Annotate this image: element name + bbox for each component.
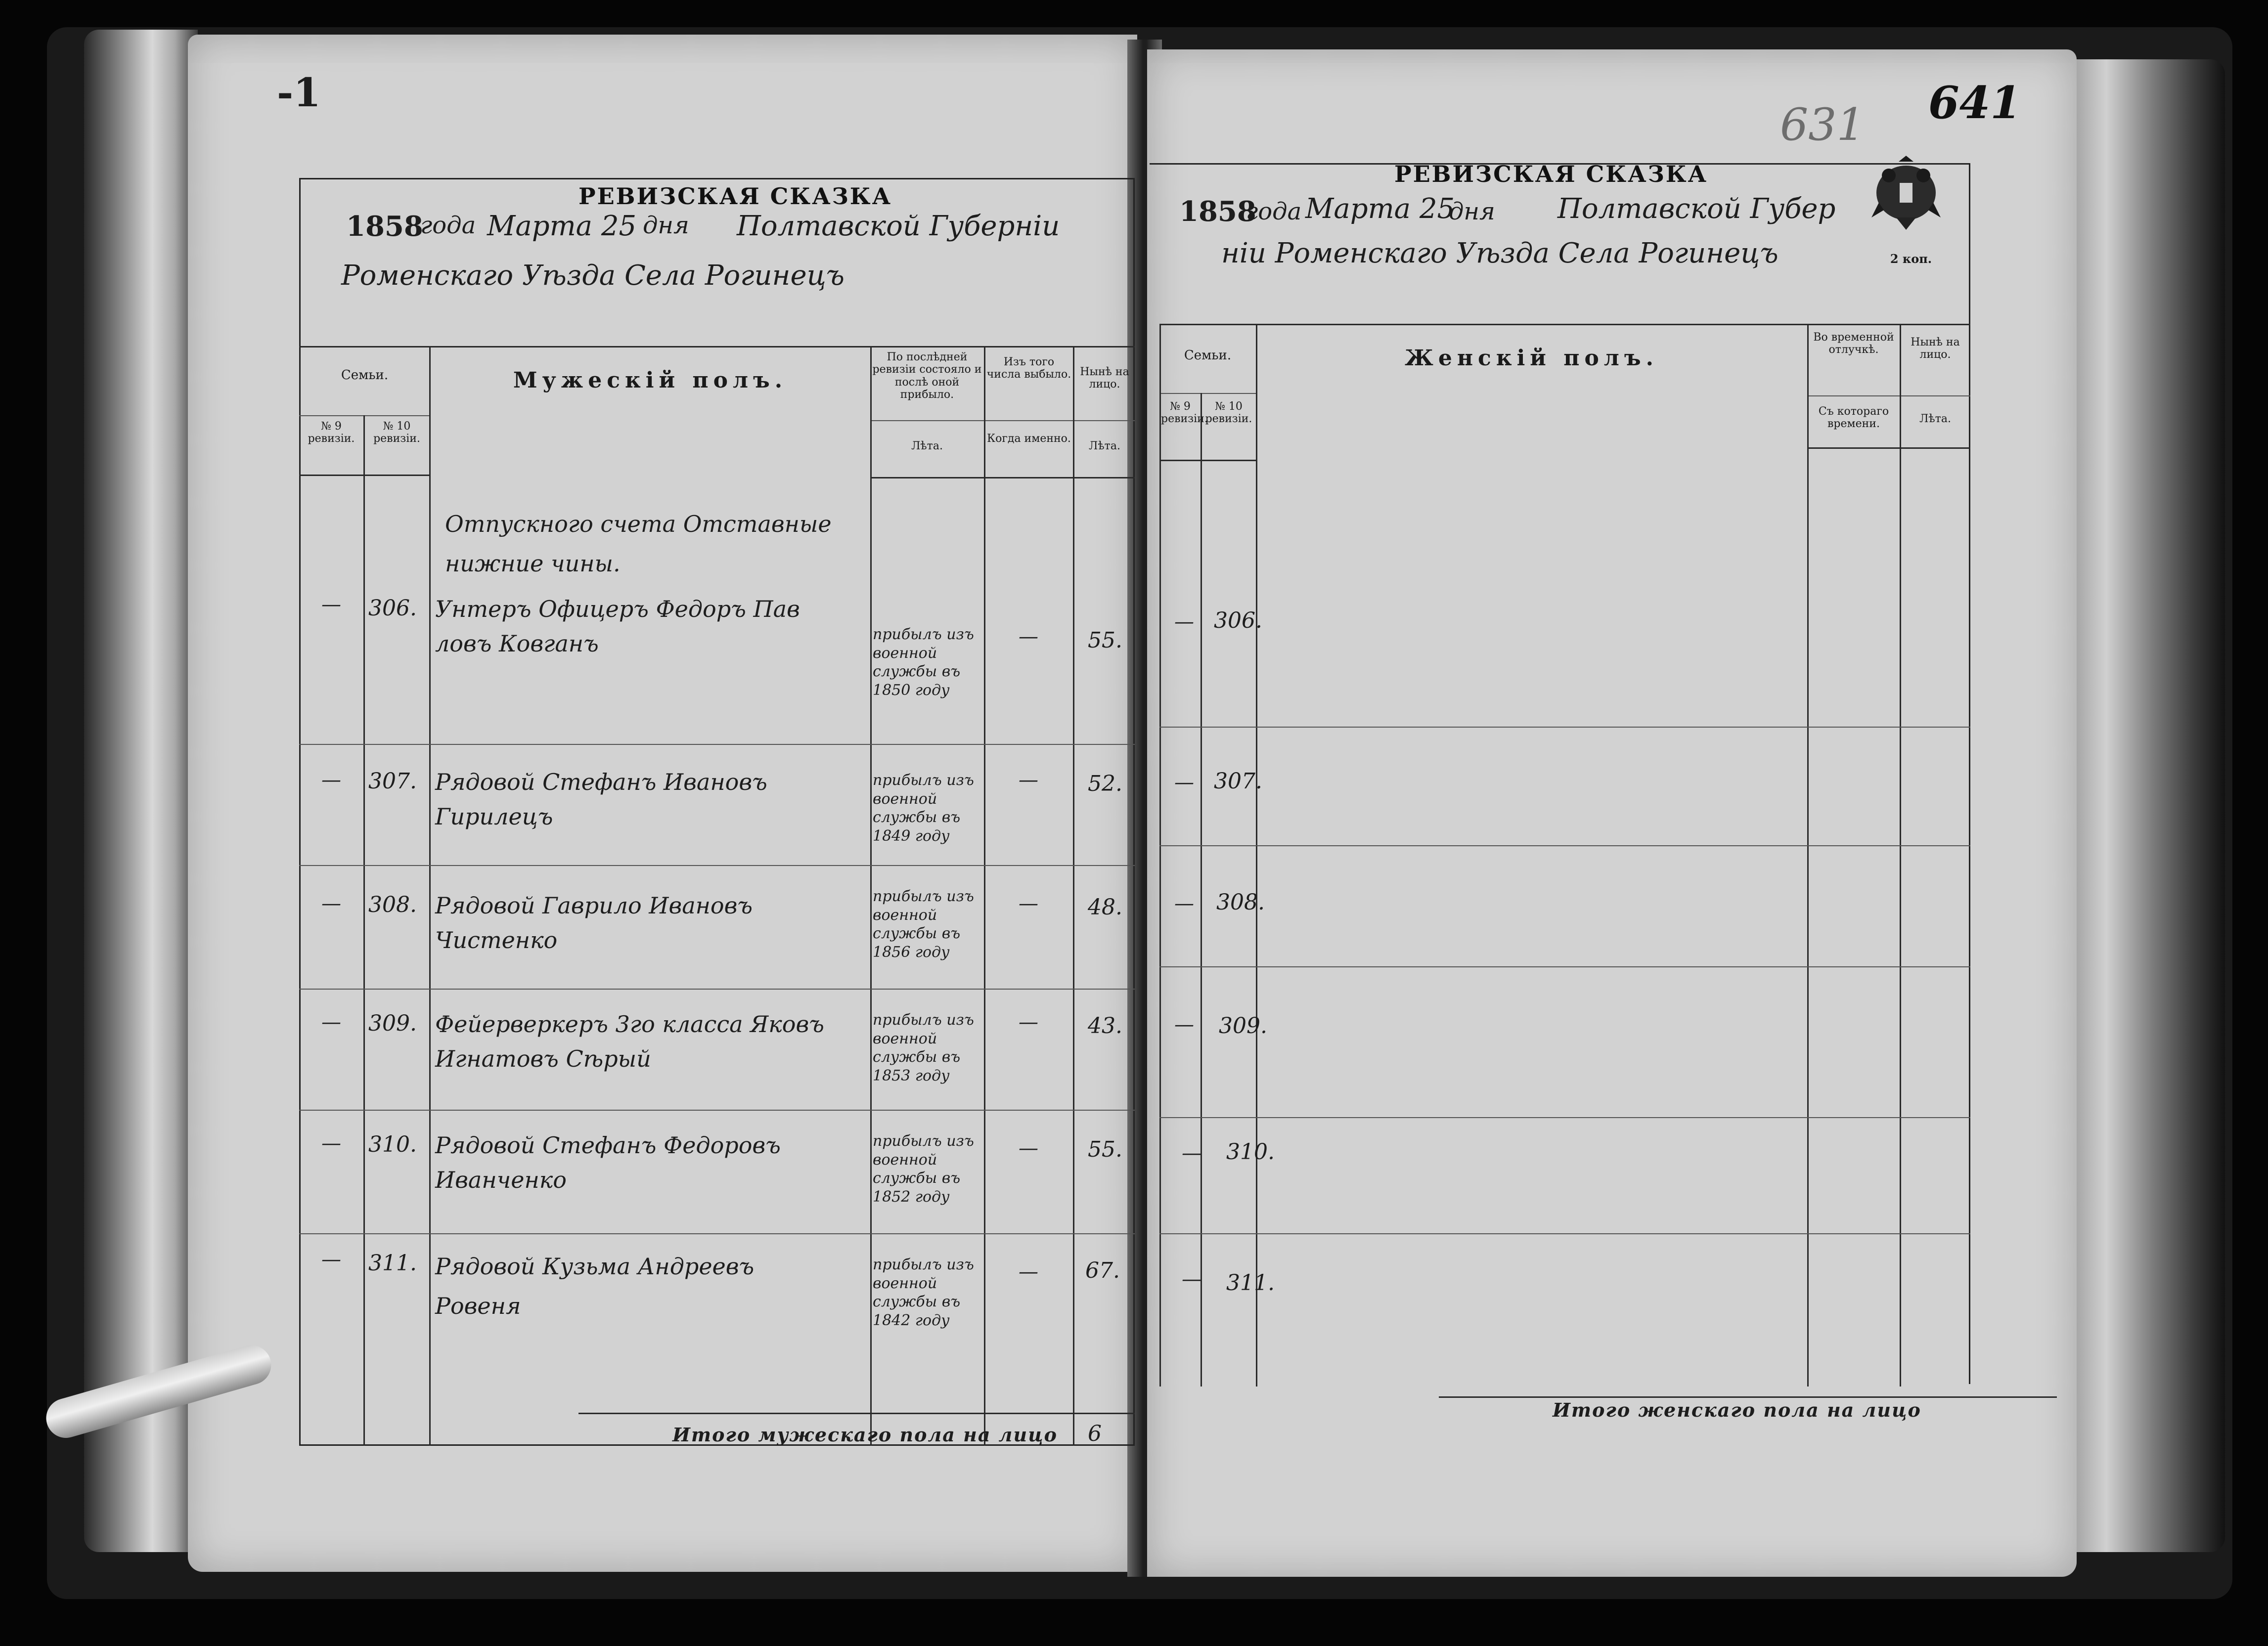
book-page-edges-right bbox=[2067, 59, 2225, 1552]
row-age: 52. bbox=[1088, 771, 1122, 796]
row-rev9: — bbox=[321, 1011, 341, 1034]
row-note: прибылъ изъ военной службы въ 1856 году bbox=[873, 888, 974, 961]
row-departed: — bbox=[1019, 769, 1038, 791]
left-sub-header-line bbox=[870, 420, 1135, 421]
right-header-years: Лѣта. bbox=[1919, 413, 1951, 425]
right-row-sep-1 bbox=[1159, 727, 1970, 728]
left-col-rev10-divider bbox=[429, 346, 431, 1446]
left-header-line2: Роменскаго Уѣзда Села Рогинецъ bbox=[341, 260, 845, 292]
row-rev10: 310. bbox=[368, 1132, 417, 1157]
right-family-subheader-line bbox=[1159, 393, 1256, 394]
left-day-word: дня bbox=[643, 212, 689, 239]
row-rev9: — bbox=[1174, 771, 1194, 794]
row-name-line2: Игнатовъ Сѣрый bbox=[435, 1045, 651, 1072]
row-rev9: — bbox=[321, 1132, 341, 1155]
right-years-bottom bbox=[1807, 447, 1970, 449]
row-rev9: — bbox=[321, 593, 341, 616]
row-rev9: — bbox=[321, 892, 341, 915]
page-number: 641 bbox=[1928, 77, 2021, 129]
left-row-sep-4 bbox=[299, 1110, 1135, 1111]
left-row-sep-5 bbox=[299, 1233, 1135, 1234]
left-header-rev9: № 9 ревизiи. bbox=[308, 420, 355, 445]
row-rev9: — bbox=[1174, 610, 1194, 633]
row-rev10: 308. bbox=[368, 892, 417, 917]
left-header-now: Нынѣ на лицо. bbox=[1080, 366, 1129, 391]
row-name-line1: Рядовой Стефанъ Федоровъ bbox=[435, 1132, 781, 1159]
left-header-male: Мужескiй полъ. bbox=[513, 368, 788, 393]
book-page-edges-left bbox=[84, 30, 198, 1552]
left-header-last-revision: По послѣдней ревизiи состояло и послѣ оной прибыло. bbox=[872, 351, 982, 401]
left-month-day: Марта 25 bbox=[487, 210, 637, 242]
row-note: прибылъ изъ военной службы въ 1842 году bbox=[873, 1256, 974, 1329]
left-year-suffix: года bbox=[420, 212, 476, 239]
row-rev9: — bbox=[1182, 1142, 1201, 1165]
row-departed: — bbox=[1019, 1011, 1038, 1034]
row-name-line1: Рядовой Гаврило Ивановъ bbox=[435, 892, 753, 919]
row-rev10: 309. bbox=[1219, 1013, 1267, 1039]
left-row-sep-2 bbox=[299, 865, 1135, 866]
row-name-line1: Рядовой Кузьма Андреевъ bbox=[435, 1253, 755, 1280]
right-total-rule bbox=[1439, 1396, 2057, 1398]
right-col-rev10-divider bbox=[1256, 324, 1257, 1386]
row-rev10: 311. bbox=[1226, 1270, 1275, 1296]
right-col-absent-divider bbox=[1900, 324, 1901, 1386]
corner-mark: -1 bbox=[277, 69, 321, 116]
row-name-line1: Унтеръ Офицеръ Федоръ Пав bbox=[435, 596, 800, 622]
left-col-departed-divider bbox=[1073, 346, 1074, 1446]
row-name-line2: ловъ Ковганъ bbox=[435, 630, 599, 657]
right-col-female-divider bbox=[1807, 324, 1809, 1386]
left-header-when: Когда именно. bbox=[987, 433, 1071, 445]
row-rev10: 306. bbox=[368, 596, 417, 621]
row-rev10: 306. bbox=[1214, 608, 1262, 633]
row-rev9: — bbox=[1174, 1013, 1194, 1036]
left-header-years-a: Лѣта. bbox=[911, 440, 943, 452]
row-rev10: 308. bbox=[1216, 890, 1265, 915]
row-rev10: 311. bbox=[368, 1251, 417, 1276]
row-name-line2: Чистенко bbox=[435, 927, 558, 953]
left-col-male-divider bbox=[870, 346, 872, 1446]
row-departed: — bbox=[1019, 625, 1038, 648]
right-col-rev9-divider bbox=[1201, 393, 1202, 1386]
left-section-heading: Отпускного счета Отставные нижние чины. bbox=[445, 511, 832, 577]
left-header-rev10: № 10 ревизiи. bbox=[373, 420, 420, 445]
right-month-day: Марта 25 bbox=[1305, 193, 1455, 225]
row-note: прибылъ изъ военной службы въ 1850 году bbox=[873, 626, 974, 699]
left-col-rev9-divider bbox=[363, 415, 365, 1446]
right-row-sep-2 bbox=[1159, 845, 1970, 846]
left-table-top bbox=[299, 346, 1135, 347]
row-name-line1: Фейерверкеръ 3го класса Яковъ bbox=[435, 1011, 824, 1038]
stamp-value: 2 коп. bbox=[1890, 252, 1932, 266]
left-total-label: Итого мужескаго пола на лицо bbox=[672, 1424, 1058, 1446]
right-table-top bbox=[1159, 324, 1970, 325]
left-form-title: РЕВИЗСКАЯ СКАЗКА bbox=[578, 183, 892, 210]
row-note: прибылъ изъ военной службы въ 1849 году bbox=[873, 772, 974, 845]
right-province: Полтавской Губер bbox=[1557, 193, 1836, 225]
right-row-sep-5 bbox=[1159, 1233, 1970, 1234]
row-rev10: 309. bbox=[368, 1011, 417, 1036]
row-rev10: 307. bbox=[368, 769, 417, 794]
row-name-line1: Рядовой Стефанъ Ивановъ bbox=[435, 769, 767, 795]
row-rev9: — bbox=[1174, 892, 1194, 915]
left-years-bottom bbox=[870, 477, 1135, 478]
double-headed-eagle-icon bbox=[1869, 156, 1943, 245]
right-row-sep-4 bbox=[1159, 1117, 1970, 1118]
row-note: прибылъ изъ военной службы въ 1853 году bbox=[873, 1011, 974, 1084]
left-total-rule bbox=[578, 1413, 1135, 1414]
left-row-sep-1 bbox=[299, 744, 1135, 745]
right-header-families: Семьи. bbox=[1184, 348, 1232, 363]
left-province: Полтавской Губернiи bbox=[737, 210, 1060, 242]
row-age: 55. bbox=[1088, 628, 1122, 653]
right-header-rev9: № 9 ревизiи. bbox=[1161, 400, 1208, 426]
right-sub-header-line bbox=[1807, 395, 1970, 396]
row-age: 55. bbox=[1088, 1137, 1122, 1162]
right-header-temp-absent: Во временной отлучкѣ. bbox=[1813, 331, 1894, 356]
left-header-families: Семьи. bbox=[341, 368, 389, 383]
row-departed: — bbox=[1019, 1137, 1038, 1160]
row-name-line2: Иванченко bbox=[435, 1167, 567, 1193]
row-age: 43. bbox=[1088, 1013, 1122, 1039]
right-year-suffix: года bbox=[1246, 198, 1302, 225]
right-header-rev10: № 10 ревизiи. bbox=[1205, 400, 1252, 426]
left-header-years-b: Лѣта. bbox=[1089, 440, 1120, 452]
right-day-word: дня bbox=[1449, 198, 1495, 225]
right-rev-cols-bottom bbox=[1159, 460, 1256, 461]
left-row-sep-3 bbox=[299, 989, 1135, 990]
left-total-value: 6 bbox=[1088, 1421, 1102, 1446]
row-note: прибылъ изъ военной службы въ 1852 году bbox=[873, 1132, 974, 1206]
row-rev9: — bbox=[1182, 1268, 1201, 1291]
row-rev10: 307. bbox=[1214, 769, 1262, 794]
row-rev9: — bbox=[321, 1248, 341, 1271]
right-header-since-when: Съ котораго времени. bbox=[1818, 405, 1889, 431]
row-departed: — bbox=[1019, 892, 1038, 915]
row-name-line2: Ровеня bbox=[435, 1293, 521, 1319]
left-col-years-divider bbox=[984, 346, 985, 1446]
right-header-female: Женскiй полъ. bbox=[1405, 346, 1658, 371]
row-rev9: — bbox=[321, 769, 341, 791]
left-header-departed: Изъ того числа выбыло. bbox=[986, 356, 1071, 381]
right-row-sep-3 bbox=[1159, 966, 1970, 967]
right-year: 1858 bbox=[1179, 195, 1256, 228]
row-age: 48. bbox=[1088, 895, 1122, 920]
row-departed: — bbox=[1019, 1260, 1038, 1283]
row-name-line2: Гирилецъ bbox=[435, 803, 553, 830]
right-table-left-edge bbox=[1159, 324, 1161, 1386]
left-year: 1858 bbox=[346, 210, 423, 243]
row-rev10: 310. bbox=[1226, 1139, 1275, 1165]
right-form-title: РЕВИЗСКАЯ СКАЗКА bbox=[1394, 161, 1708, 187]
right-header-line2: нiи Роменскаго Уѣзда Села Рогинецъ bbox=[1221, 237, 1779, 269]
page-number-faint: 631 bbox=[1780, 99, 1865, 151]
row-age: 67. bbox=[1085, 1258, 1120, 1283]
right-header-now: Нынѣ на лицо. bbox=[1911, 336, 1960, 361]
right-total-label: Итого женскаго пола на лицо bbox=[1553, 1399, 1921, 1421]
